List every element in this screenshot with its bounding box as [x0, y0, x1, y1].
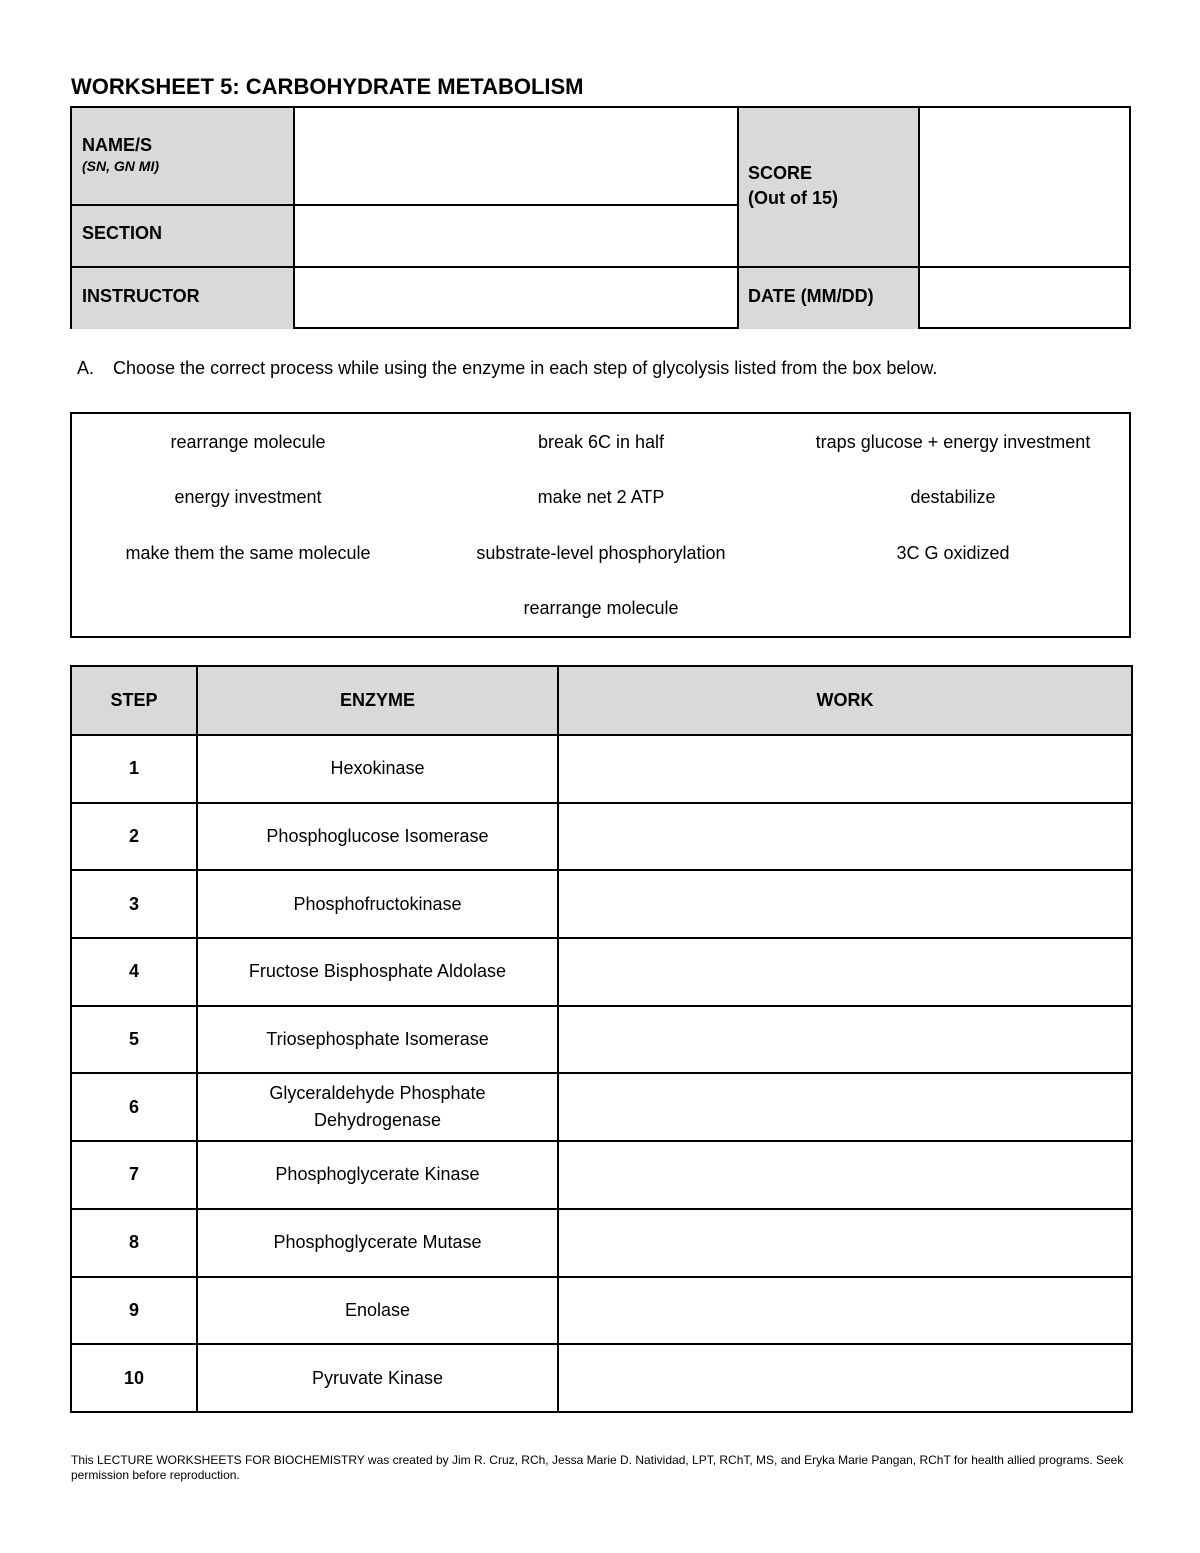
- glycolysis-steps-table: [70, 665, 1133, 1413]
- score-label-cell: [738, 108, 919, 267]
- step-number: 5: [71, 1006, 197, 1074]
- enzyme-name: Phosphoglucose Isomerase: [197, 803, 558, 871]
- name-input-cell[interactable]: [294, 108, 738, 205]
- name-label: NAME/S: [82, 135, 153, 155]
- table-row: [71, 1209, 1132, 1277]
- score-sublabel: (Out of 15): [748, 188, 838, 208]
- work-answer-cell[interactable]: [558, 1141, 1132, 1209]
- enzyme-name: Phosphoglycerate Kinase: [197, 1141, 558, 1209]
- header-enzyme: ENZYME: [197, 666, 558, 735]
- word-bank-item: rearrange molecule: [523, 598, 679, 618]
- work-answer-cell[interactable]: [558, 803, 1132, 871]
- word-bank-item: substrate-level phosphorylation: [476, 543, 726, 563]
- table-row: [71, 1141, 1132, 1209]
- work-answer-cell[interactable]: [558, 870, 1132, 938]
- date-label: DATE (MM/DD): [748, 286, 874, 306]
- name-label-cell: [72, 108, 294, 205]
- word-bank-item: break 6C in half: [537, 432, 665, 452]
- enzyme-name: Pyruvate Kinase: [197, 1344, 558, 1412]
- student-info-grid: [70, 106, 1131, 329]
- grid-divider: [72, 266, 1129, 268]
- instruction-letter: A.: [77, 358, 95, 378]
- date-label-cell: [738, 267, 919, 329]
- footer-credits: This LECTURE WORKSHEETS FOR BIOCHEMISTRY was created by Jim R. Cruz, RCh, Jessa Marie D. Natividad, LPT, RChT, MS, and Eryka Marie Pangan, RChT for health allied programs. Seek permission before reproduction.: [71, 1453, 1124, 1482]
- step-number: 6: [71, 1073, 197, 1141]
- instructor-input-cell[interactable]: [294, 267, 738, 329]
- work-answer-cell[interactable]: [558, 1006, 1132, 1074]
- enzyme-name: Triosephosphate Isomerase: [197, 1006, 558, 1074]
- enzyme-name: Hexokinase: [197, 735, 558, 803]
- step-number: 7: [71, 1141, 197, 1209]
- step-number: 10: [71, 1344, 197, 1412]
- worksheet-title: WORKSHEET 5: CARBOHYDRATE METABOLISM: [71, 74, 584, 99]
- score-label: SCORE: [748, 163, 813, 183]
- enzyme-name: Fructose Bisphosphate Aldolase: [197, 938, 558, 1006]
- table-header-row: [71, 666, 1132, 735]
- grid-divider: [737, 108, 739, 329]
- table-row: [71, 1006, 1132, 1074]
- step-number: 1: [71, 735, 197, 803]
- date-input-cell[interactable]: [919, 267, 1129, 329]
- work-answer-cell[interactable]: [558, 1209, 1132, 1277]
- table-row: [71, 1073, 1132, 1141]
- table-row: [71, 1277, 1132, 1345]
- word-bank-item: energy investment: [174, 487, 322, 507]
- header-step: STEP: [71, 666, 197, 735]
- word-bank-item: destabilize: [910, 487, 996, 507]
- enzyme-name: Phosphofructokinase: [197, 870, 558, 938]
- instructor-label: INSTRUCTOR: [82, 286, 200, 306]
- grid-divider: [72, 204, 737, 206]
- table-row: [71, 1344, 1132, 1412]
- word-bank-item: make net 2 ATP: [537, 487, 665, 507]
- work-answer-cell[interactable]: [558, 735, 1132, 803]
- work-answer-cell[interactable]: [558, 1277, 1132, 1345]
- section-input-cell[interactable]: [294, 205, 738, 267]
- header-work: WORK: [558, 666, 1132, 735]
- work-answer-cell[interactable]: [558, 1073, 1132, 1141]
- step-number: 3: [71, 870, 197, 938]
- table-row: [71, 938, 1132, 1006]
- step-number: 2: [71, 803, 197, 871]
- score-input-cell[interactable]: [919, 108, 1129, 267]
- work-answer-cell[interactable]: [558, 938, 1132, 1006]
- step-number: 9: [71, 1277, 197, 1345]
- enzyme-name: Phosphoglycerate Mutase: [197, 1209, 558, 1277]
- grid-divider: [918, 108, 920, 329]
- word-bank-item: make them the same molecule: [125, 543, 371, 563]
- name-sublabel: (SN, GN MI): [82, 158, 159, 174]
- word-bank-box: [70, 412, 1131, 638]
- word-bank-item: rearrange molecule: [170, 432, 326, 452]
- word-bank-item: traps glucose + energy investment: [815, 432, 1091, 452]
- instruction-text: Choose the correct process while using the enzyme in each step of glycolysis listed from the box below.: [113, 358, 938, 378]
- instruction-a: [77, 358, 937, 379]
- table-row: [71, 870, 1132, 938]
- enzyme-name: Glyceraldehyde Phosphate Dehydrogenase: [197, 1073, 558, 1141]
- section-label: SECTION: [82, 223, 163, 243]
- instructor-label-cell: [72, 267, 294, 329]
- step-number: 8: [71, 1209, 197, 1277]
- word-bank-item: 3C G oxidized: [896, 543, 1010, 563]
- work-answer-cell[interactable]: [558, 1344, 1132, 1412]
- enzyme-name: Enolase: [197, 1277, 558, 1345]
- grid-divider: [293, 108, 295, 329]
- table-row: [71, 735, 1132, 803]
- section-label-cell: [72, 205, 294, 267]
- step-number: 4: [71, 938, 197, 1006]
- table-row: [71, 803, 1132, 871]
